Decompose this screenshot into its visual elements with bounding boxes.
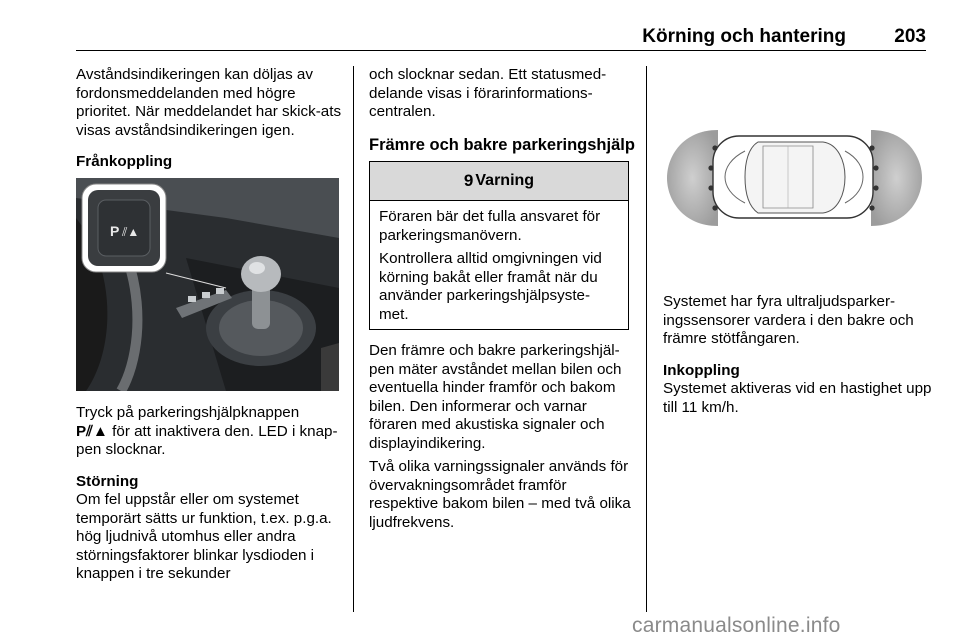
car-sensor-illustration	[663, 66, 926, 280]
warning-icon: 9	[463, 171, 474, 190]
fault-heading: Störning	[76, 472, 139, 490]
column-divider-left	[353, 66, 354, 612]
column-middle-lower	[369, 342, 633, 532]
header-rule	[76, 50, 926, 51]
watermark: carmanualsonline.info	[632, 614, 841, 637]
activation-heading: Inkoppling	[663, 361, 740, 379]
page-number: 203	[894, 26, 926, 47]
warning-header	[370, 162, 628, 201]
disconnect-heading: Frånkoppling	[76, 153, 173, 170]
press-prefix: Tryck på parkeringshjälpknappen	[76, 404, 300, 421]
warning-text-2: Kontrollera alltid omgivningen vid körning bakåt eller framåt när du använder parkeringshjälpsyste-met.	[379, 250, 602, 323]
console-photo	[76, 178, 339, 391]
column-divider-right	[646, 66, 647, 612]
continuation-paragraph: och slocknar sedan. Ett statusmed-delande visas i förarinformations-centralen.	[369, 66, 607, 120]
section-title: Främre och bakre parkeringshjälp	[369, 135, 635, 154]
press-paragraph	[76, 404, 344, 460]
warning-title: Varning	[475, 172, 535, 189]
parking-assist-icon: P⫽▲	[76, 422, 108, 440]
warning-signals-paragraph: Två olika varningssignaler används för övervakningsområdet framför respektive bakom bilen – med två olika ljudfrekvens.	[369, 458, 631, 531]
fault-paragraph: Om fel uppstår eller om systemet temporärt sätts ur funktion, t.ex. p.g.a. hög ljudnivå utomhus eller andra störningsfaktorer blinkar lysdioden i knappen i tre sekunder	[76, 491, 332, 582]
sensors-paragraph: Systemet har fyra ultraljudsparker-ingssensorer vardera i den bakre och främre stötfångaren.	[663, 293, 914, 347]
column-middle	[369, 66, 635, 154]
warning-text-1: Föraren bär det fulla ansvaret för parkeringsmanövern.	[379, 208, 601, 244]
warning-body	[370, 201, 628, 324]
sensor-diagram	[663, 66, 926, 280]
column-left-lower	[76, 404, 344, 584]
column-right	[663, 293, 933, 417]
parking-assist-description: Den främre och bakre parkeringshjäl-pen mäter avståndet mellan bilen och eventuella hinder framför och bakom bilen. Den informerar och varnar föraren med akustiska signaler och displayindikering.	[369, 342, 622, 452]
press-suffix: för att inaktivera den. LED i knap-pen slocknar.	[76, 422, 338, 458]
photo-button-label: P	[110, 223, 120, 239]
intro-paragraph: Avståndsindikeringen kan döljas av fordonsmeddelanden med högre prioritet. När meddelandet har skick-ats visas avståndsindikeringen igen.	[76, 66, 342, 139]
column-left	[76, 66, 344, 172]
gear-console-illustration	[76, 178, 339, 391]
activation-paragraph: Systemet aktiveras vid en hastighet upp till 11 km/h.	[663, 380, 932, 416]
page-title: Körning och hantering	[642, 26, 846, 47]
warning-box	[369, 161, 629, 330]
svg-text:⫽▲: ⫽▲	[122, 225, 140, 239]
